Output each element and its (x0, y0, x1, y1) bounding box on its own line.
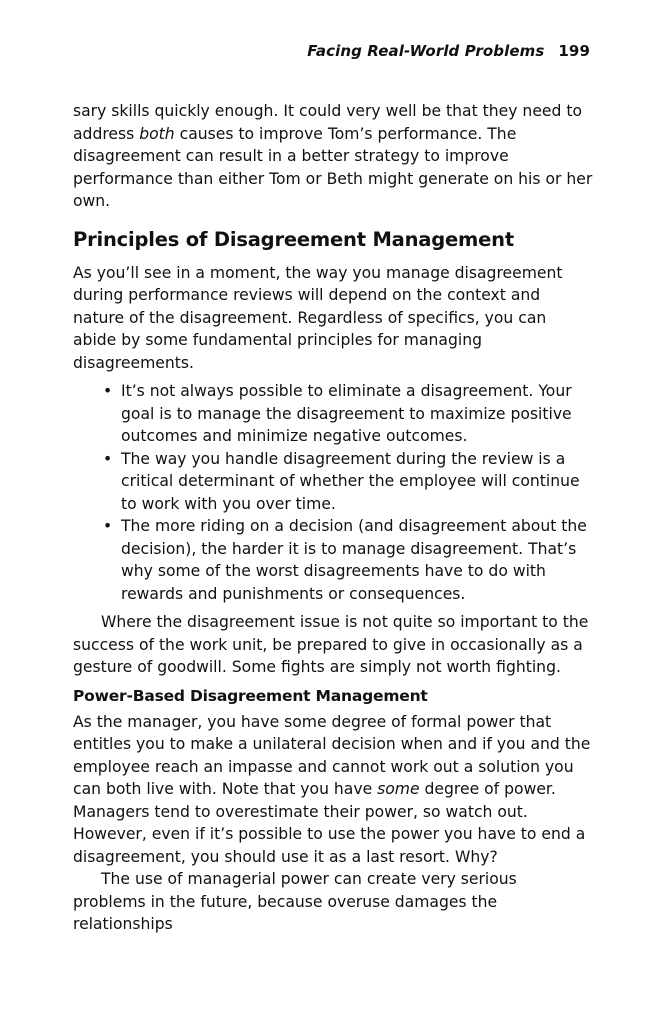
list-item: • The more riding on a decision (and disagreement about the decision), the harder it is to manage disagreement. That’s why some of the worst disagreements have to do with rewards and punishments or consequences. (121, 515, 593, 605)
principles-list (73, 380, 593, 605)
power-paragraph: As the manager, you have some degree of formal power that entitles you to make a unilateral decision when and if you and the employee reach an impasse and cannot work out a solution you can both live with. Note that you have some degree of power. Managers tend to overestimate their power, so watch out. However, even if it’s possible to use the power you have to end a disagreement, you should use it as a last resort. Why? (73, 712, 591, 866)
section-paragraph: As you’ll see in a moment, the way you manage disagreement during performance reviews will depend on the context and nature of the disagreement. Regardless of specifics, you can abide by some fundamental principles for managing disagreements. (73, 263, 563, 372)
running-title: Facing Real-World Problems (307, 42, 545, 60)
closing-paragraph: Where the disagreement issue is not quite so important to the success of the work unit, be prepared to give in occasionally as a gesture of goodwill. Some fights are simply not worth fighting. (73, 613, 589, 676)
page-body (73, 100, 593, 936)
section-heading: Principles of Disagreement Management (73, 227, 514, 251)
power-paragraph-2: The use of managerial power can create very serious problems in the future, because overuse damages the relationships (73, 870, 517, 933)
intro-paragraph: sary skills quickly enough. It could very well be that they need to address both causes to improve Tom’s performance. The disagreement can result in a better strategy to improve performance than either Tom or Beth might generate on his or her own. (73, 102, 593, 210)
page-number: 199 (558, 42, 590, 60)
emphasis-some: some (377, 780, 420, 798)
subsection-heading: Power-Based Disagreement Management (73, 686, 428, 705)
list-item: • It’s not always possible to eliminate a disagreement. Your goal is to manage the disagreement to maximize positive outcomes and minimize negative outcomes. (121, 380, 593, 448)
emphasis-both: both (139, 124, 175, 143)
list-item: • The way you handle disagreement during the review is a critical determinant of whether the employee will continue to work with you over time. (121, 448, 593, 516)
running-header (307, 42, 590, 60)
